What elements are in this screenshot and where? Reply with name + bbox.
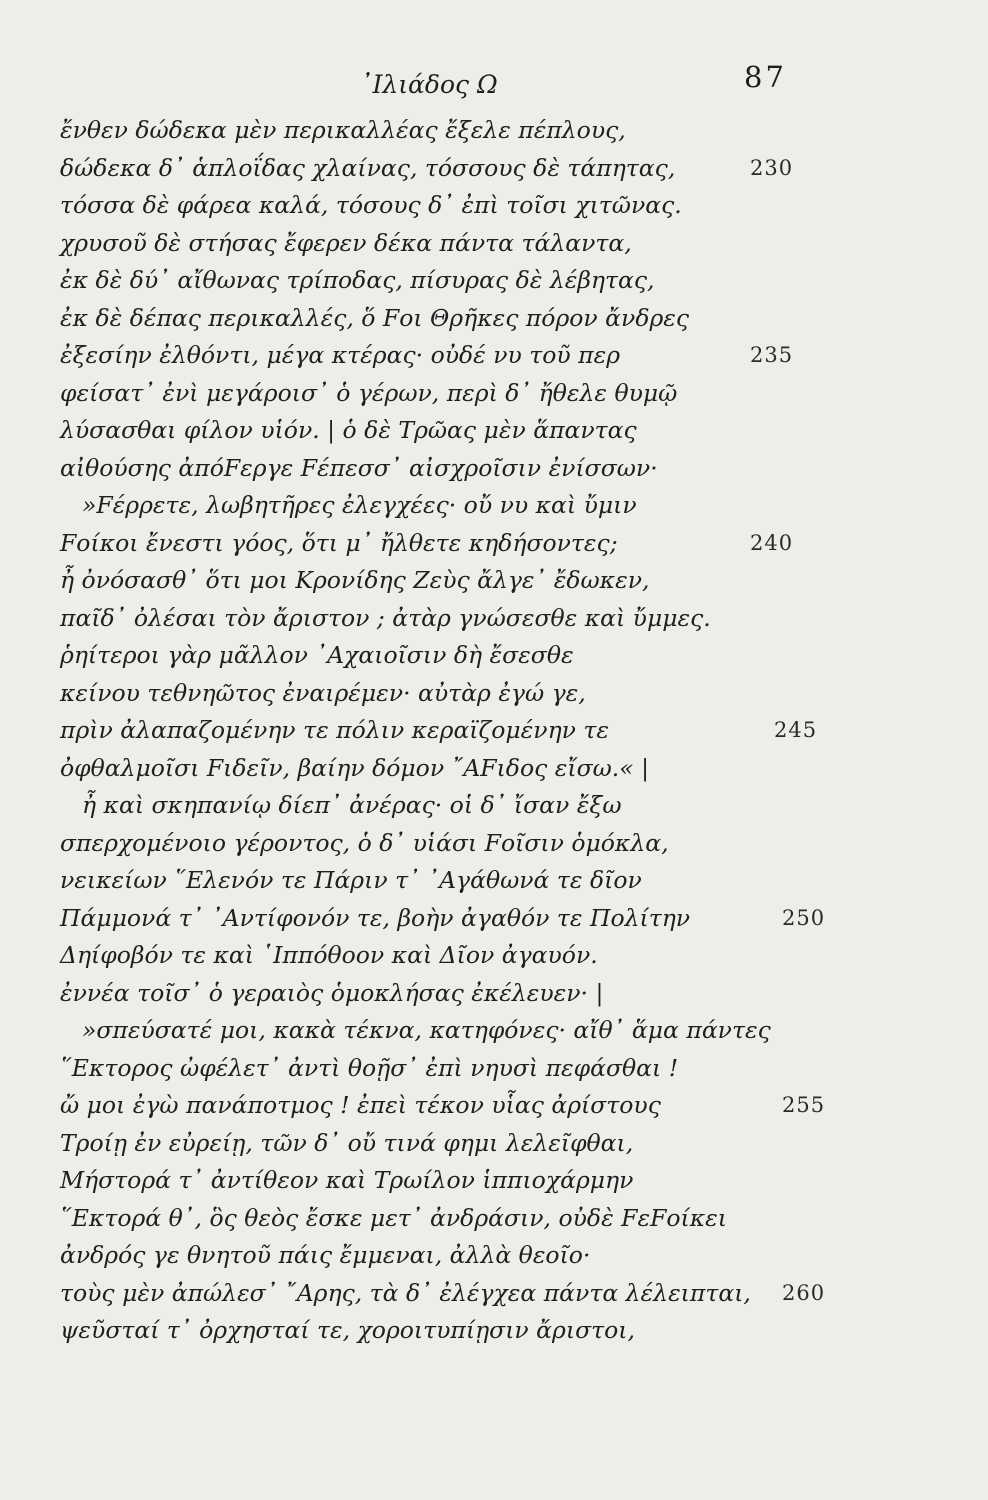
verse-text: τόσσα δὲ φάρεα καλά, τόσους δ᾿ ἐπὶ τοῖσι χιτῶνας. xyxy=(60,191,682,219)
verse-line xyxy=(60,1050,940,1088)
verse-text: ἦ καὶ σκηπανίῳ δίεπ᾿ ἀνέρας· οἱ δ᾿ ἴσαν ἔξω xyxy=(82,791,622,819)
verse-text: τοὺς μὲν ἀπώλεσ᾿ ῎Αρης, τὰ δ᾿ ἐλέγχεα πάντα λέλειπται, xyxy=(60,1278,751,1307)
verse-line xyxy=(60,1237,940,1275)
verse-line xyxy=(60,337,940,375)
verse-block xyxy=(60,112,940,1350)
line-number: 255 xyxy=(782,1093,826,1117)
verse-line xyxy=(60,1162,940,1200)
verse-text: ἔνθεν δώδεκα μὲν περικαλλέας ἔξελε πέπλους, xyxy=(60,116,626,144)
verse-line xyxy=(60,300,940,338)
line-number: 240 xyxy=(750,530,794,555)
verse-text: κείνου τεθνηῶτος ἐναιρέμεν· αὐτὰρ ἐγώ γε, xyxy=(60,678,586,707)
running-head xyxy=(0,58,988,108)
verse-line xyxy=(60,1125,940,1163)
verse-text: αἰθούσης ἀπόFεργε Fέπεσσ᾿ αἰσχροῖσιν ἐνίσσων· xyxy=(60,453,658,482)
verse-line xyxy=(60,525,940,563)
verse-line xyxy=(60,1200,940,1238)
verse-text: ψεῦσταί τ᾿ ὀρχησταί τε, χοροιτυπίῃσιν ἄριστοι, xyxy=(60,1316,635,1344)
verse-text: πρὶν ἀλαπαζομένην τε πόλιν κεραϊζομένην τε xyxy=(60,716,610,744)
verse-line xyxy=(60,712,940,750)
verse-line xyxy=(60,1087,940,1125)
line-number: 250 xyxy=(782,905,826,930)
verse-text: νεικείων ῞Ελενόν τε Πάριν τ᾿ ᾿Αγάθωνά τε δῖον xyxy=(60,866,642,894)
running-title: ᾿Ιλιάδος Ω xyxy=(360,70,498,99)
verse-line xyxy=(60,187,940,225)
verse-text: ἦ ὀνόσασθ᾿ ὅτι μοι Κρονίδης Ζεὺς ἄλγε᾿ ἔδωκεν, xyxy=(60,566,650,594)
line-number: 245 xyxy=(774,718,818,742)
verse-text: ἐξεσίην ἐλθόντι, μέγα κτέρας· οὐδέ νυ τοῦ περ xyxy=(60,341,621,369)
verse-text: ἐκ δὲ δέπας περικαλλές, ὅ Fοι Θρῆκες πόρον ἄνδρες xyxy=(60,303,690,332)
verse-line xyxy=(60,1012,940,1050)
verse-line xyxy=(60,112,940,150)
verse-text: Πάμμονά τ᾿ ᾿Αντίφονόν τε, βοὴν ἀγαθόν τε Πολίτην xyxy=(60,903,691,932)
verse-text: ῞Εκτορος ὠφέλετ᾿ ἀντὶ θοῇσ᾿ ἐπὶ νηυσὶ πεφάσθαι ! xyxy=(60,1053,679,1082)
verse-line xyxy=(60,900,940,938)
verse-text: δώδεκα δ᾿ ἁπλοΐδας χλαίνας, τόσσους δὲ τάπητας, xyxy=(60,153,676,182)
verse-line xyxy=(60,562,940,600)
verse-text: ῥηίτεροι γὰρ μᾶλλον ᾿Αχαιοῖσιν δὴ ἔσεσθε xyxy=(60,641,574,669)
verse-line xyxy=(60,825,940,863)
verse-line xyxy=(60,787,940,825)
verse-text: ἀνδρός γε θνητοῦ πάις ἔμμεναι, ἀλλὰ θεοῖο· xyxy=(60,1241,591,1269)
verse-text: ἐκ δὲ δύ᾿ αἴθωνας τρίποδας, πίσυρας δὲ λέβητας, xyxy=(60,266,655,294)
verse-line xyxy=(60,975,940,1013)
verse-text: ῞Εκτορά θ᾿, ὃς θεὸς ἔσκε μετ᾿ ἀνδράσιν, οὐδὲ FεFοίκει xyxy=(60,1203,727,1232)
verse-line xyxy=(60,375,940,413)
verse-text: Fοίκοι ἔνεστι γόος, ὅτι μ᾿ ἤλθετε κηδήσοντες; xyxy=(60,528,618,557)
verse-line xyxy=(60,450,940,488)
verse-text: Τροίῃ ἐν εὐρείῃ, τῶν δ᾿ οὔ τινά φημι λελεῖφθαι, xyxy=(60,1128,634,1157)
verse-text: »σπεύσατέ μοι, κακὰ τέκνα, κατηφόνες· αἴθ᾿ ἅμα πάντες xyxy=(82,1016,771,1044)
verse-text: »Fέρρετε, λωβητῆρες ἐλεγχέες· οὔ νυ καὶ ὔμιν xyxy=(82,491,637,519)
line-number: 230 xyxy=(750,155,794,180)
verse-line xyxy=(60,937,940,975)
verse-text: φείσατ᾿ ἐνὶ μεγάροισ᾿ ὁ γέρων, περὶ δ᾿ ἤθελε θυμῷ xyxy=(60,378,678,407)
verse-text: ὀφθαλμοῖσι Fιδεῖν, βαίην δόμον ῎ΑFιδος εἴσω.« | xyxy=(60,753,650,782)
verse-text: Δηίφοβόν τε καὶ ῾Ιππόθοον καὶ Δῖον ἀγαυόν. xyxy=(60,941,598,969)
verse-text: χρυσοῦ δὲ στήσας ἔφερεν δέκα πάντα τάλαντα, xyxy=(60,228,632,257)
line-number: 235 xyxy=(750,343,794,367)
verse-text: Μήστορά τ᾿ ἀντίθεον καὶ Τρωίλον ἱππιοχάρμην xyxy=(60,1166,634,1194)
verse-line xyxy=(60,262,940,300)
verse-line xyxy=(60,1275,940,1313)
verse-text: ἐννέα τοῖσ᾿ ὁ γεραιὸς ὁμοκλήσας ἐκέλευεν· | xyxy=(60,978,604,1007)
line-number: 260 xyxy=(782,1280,826,1305)
verse-text: λύσασθαι φίλον υἱόν. | ὁ δὲ Τρῶας μὲν ἅπαντας xyxy=(60,416,637,444)
verse-line xyxy=(60,225,940,263)
verse-line xyxy=(60,150,940,188)
verse-line xyxy=(60,862,940,900)
verse-text: ὤ μοι ἐγὼ πανάποτμος ! ἐπεὶ τέκον υἷας ἀρίστους xyxy=(60,1091,661,1119)
verse-line xyxy=(60,1312,940,1350)
verse-line xyxy=(60,750,940,788)
page-number: 87 xyxy=(744,60,787,94)
verse-line xyxy=(60,600,940,638)
verse-line xyxy=(60,675,940,713)
verse-line xyxy=(60,412,940,450)
verse-line xyxy=(60,487,940,525)
verse-text: παῖδ᾿ ὀλέσαι τὸν ἄριστον ; ἀτὰρ γνώσεσθε καὶ ὔμμες. xyxy=(60,603,711,632)
verse-text: σπερχομένοιο γέροντος, ὁ δ᾿ υἱάσι Fοῖσιν ὁμόκλα, xyxy=(60,828,669,857)
verse-line xyxy=(60,637,940,675)
